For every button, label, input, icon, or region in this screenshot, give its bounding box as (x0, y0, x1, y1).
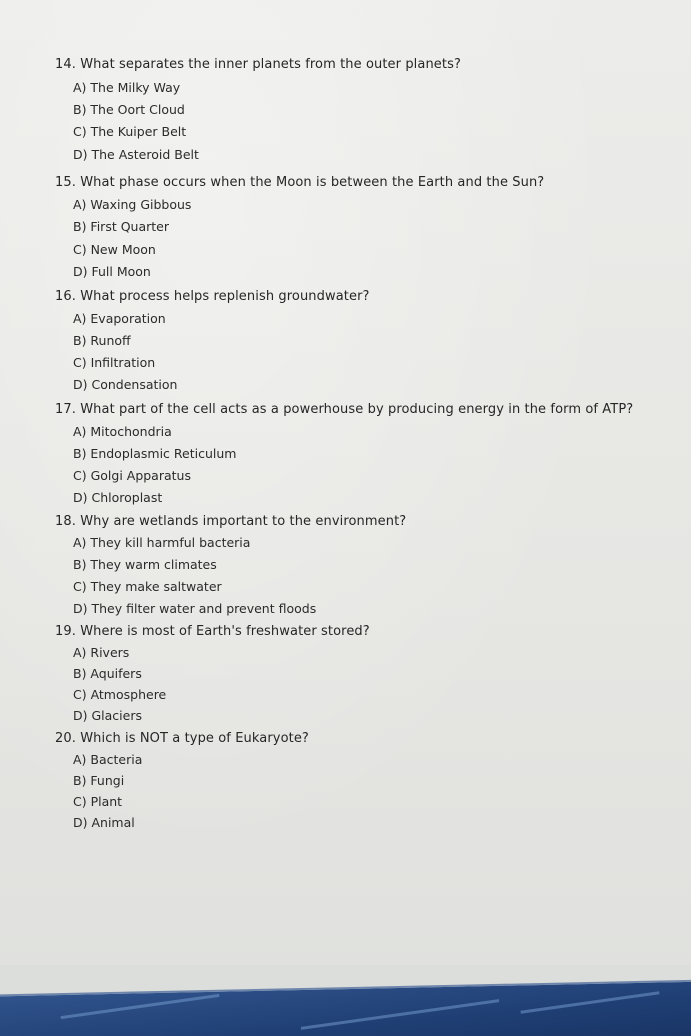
question-text: 20. Which is NOT a type of Eukaryote? (55, 731, 309, 746)
option-a: A) They kill harmful bacteria (73, 535, 251, 550)
option-d: D) Full Moon (73, 264, 151, 279)
fabric-fold (301, 999, 499, 1030)
option-b: B) The Oort Cloud (73, 102, 185, 117)
question-text: 15. What phase occurs when the Moon is between the Earth and the Sun? (55, 175, 545, 190)
option-d: D) Animal (73, 815, 135, 830)
option-c: C) Golgi Apparatus (73, 468, 191, 483)
option-b: B) Runoff (73, 333, 131, 348)
option-c: C) New Moon (73, 242, 156, 257)
question-text: 14. What separates the inner planets from the outer planets? (55, 57, 461, 72)
fabric-fold (520, 991, 659, 1013)
option-b: B) They warm climates (73, 557, 217, 572)
option-d: D) Condensation (73, 377, 178, 392)
question-text: 18. Why are wetlands important to the environment? (55, 514, 407, 529)
option-a: A) Mitochondria (73, 424, 172, 439)
option-c: C) Plant (73, 794, 123, 809)
option-a: A) Evaporation (73, 311, 166, 326)
option-d: D) They filter water and prevent floods (73, 601, 317, 616)
option-c: C) The Kuiper Belt (73, 124, 187, 139)
option-a: A) The Milky Way (73, 80, 181, 95)
option-c: C) Atmosphere (73, 687, 167, 702)
option-d: D) Chloroplast (73, 490, 163, 505)
option-c: C) Infiltration (73, 355, 156, 370)
option-a: A) Rivers (73, 645, 130, 660)
question-text: 16. What process helps replenish groundwater? (55, 289, 370, 304)
option-b: B) Aquifers (73, 666, 142, 681)
option-b: B) Fungi (73, 773, 125, 788)
option-d: D) The Asteroid Belt (73, 147, 199, 162)
option-b: B) Endoplasmic Reticulum (73, 446, 237, 461)
blue-fabric-background (0, 965, 691, 1036)
option-b: B) First Quarter (73, 219, 169, 234)
question-text: 19. Where is most of Earth's freshwater stored? (55, 624, 370, 639)
question-text: 17. What part of the cell acts as a powerhouse by producing energy in the form of ATP? (55, 402, 634, 417)
paper-bottom-edge (0, 965, 691, 997)
option-d: D) Glaciers (73, 708, 142, 723)
option-a: A) Waxing Gibbous (73, 197, 192, 212)
fabric-fold (61, 994, 220, 1019)
option-c: C) They make saltwater (73, 579, 222, 594)
option-a: A) Bacteria (73, 752, 143, 767)
